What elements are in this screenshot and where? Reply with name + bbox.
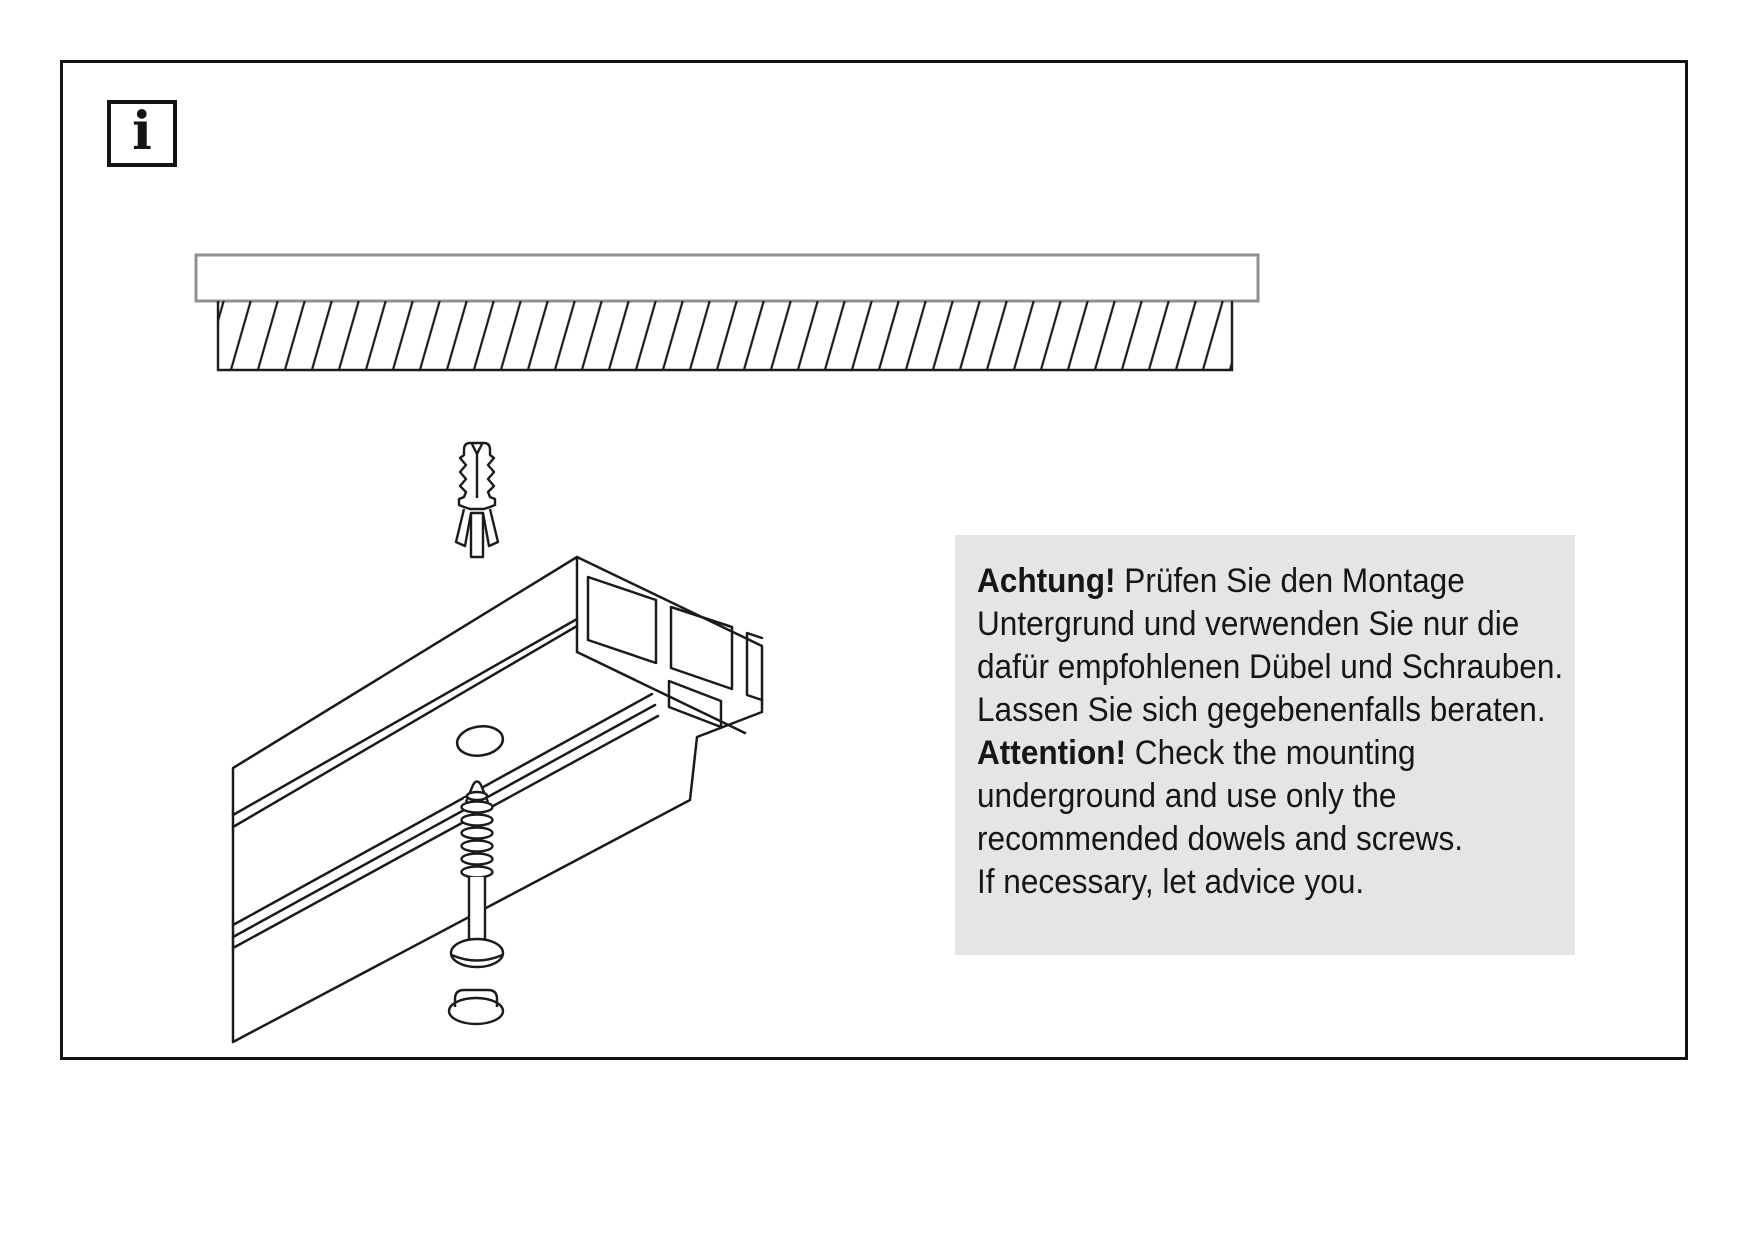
ceiling-figure	[196, 255, 1258, 370]
note-line	[977, 603, 1563, 646]
note-line-body: Untergrund und verwenden Sie nur die	[977, 605, 1520, 643]
wall-plug-figure	[456, 443, 498, 557]
note-line	[977, 689, 1563, 732]
note-line	[977, 732, 1563, 775]
info-i-glyph: i	[132, 100, 152, 162]
ceiling-hatch-band	[218, 301, 1232, 370]
note-line-body: underground and use only the	[977, 777, 1397, 815]
rail-body	[233, 557, 762, 1042]
note-line-body: Check the mounting	[1126, 734, 1416, 772]
screw-thread	[462, 867, 493, 878]
note-line-body: Lassen Sie sich gegebenenfalls beraten.	[977, 691, 1546, 729]
note-line	[977, 861, 1563, 904]
ceiling-bar	[196, 255, 1258, 301]
note-line	[977, 775, 1563, 818]
note-line-body: recommended dowels and screws.	[977, 820, 1464, 858]
screw-shank	[469, 877, 485, 940]
note-line	[977, 560, 1563, 603]
rail-figure	[233, 557, 762, 1042]
wall-plug-tip	[471, 513, 483, 557]
note-line-body: If necessary, let advice you.	[977, 863, 1365, 901]
attention-note-text	[977, 560, 1618, 904]
cap-figure	[449, 990, 503, 1024]
wall-plug-leg-left	[456, 509, 471, 546]
note-line-body: Prüfen Sie den Montage	[1115, 562, 1465, 600]
note-line-lead: Achtung!	[977, 562, 1116, 600]
screw-head	[451, 939, 503, 967]
note-line	[977, 818, 1563, 861]
note-line-body: dafür empfohlenen Dübel und Schrauben.	[977, 648, 1564, 686]
wall-plug-leg-right	[483, 509, 498, 546]
note-line	[977, 646, 1563, 689]
note-line-lead: Attention!	[977, 734, 1127, 772]
cap-base	[449, 998, 503, 1024]
attention-note	[955, 535, 1575, 955]
